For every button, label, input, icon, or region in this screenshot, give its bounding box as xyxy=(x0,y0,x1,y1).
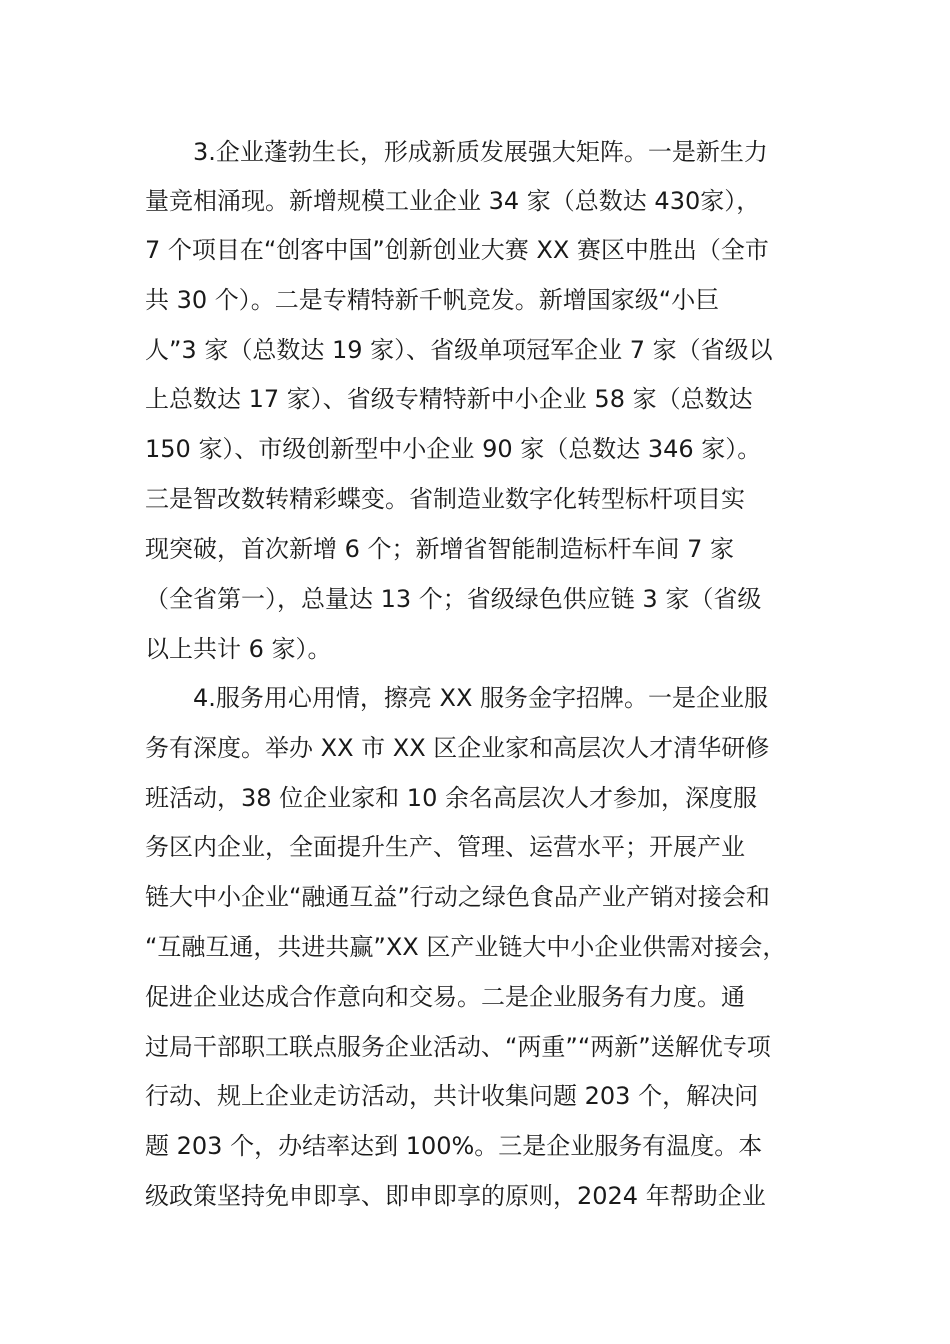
text-line: 过局干部职工联点服务企业活动、“两重”“两新”送解优专项 xyxy=(145,1033,771,1061)
text-line: 链大中小企业“融通互益”行动之绿色食品产业产销对接会和 xyxy=(145,883,770,911)
text-line: 4.服务用心用情，擦亮 XX 服务金字招牌。一是企业服 xyxy=(193,684,769,712)
text-line: 共 30 个）。二是专精特新千帆竞发。新增国家级“小巨 xyxy=(145,286,720,314)
text-line: 3.企业蓬勃生长，形成新质发展强大矩阵。一是新生力 xyxy=(193,138,768,166)
text-line: 150 家）、市级创新型中小企业 90 家（总数达 346 家）。 xyxy=(145,435,762,463)
text-line: 级政策坚持免申即享、即申即享的原则，2024 年帮助企业 xyxy=(145,1182,766,1210)
text-line: 现突破，首次新增 6 个；新增省智能制造标杆车间 7 家 xyxy=(145,535,735,563)
text-line: 7 个项目在“创客中国”创新创业大赛 XX 赛区中胜出（全市 xyxy=(145,236,769,264)
text-line: “互融互通，共进共赢”XX 区产业链大中小企业供需对接会， xyxy=(145,933,787,961)
text-line: 务区内企业，全面提升生产、管理、运营水平；开展产业 xyxy=(145,833,745,861)
text-line: （全省第一），总量达 13 个；省级绿色供应链 3 家（省级 xyxy=(145,585,762,613)
text-line: 上总数达 17 家）、省级专精特新中小企业 58 家（总数达 xyxy=(145,385,753,413)
text-line: 务有深度。举办 XX 市 XX 区企业家和高层次人才清华研修 xyxy=(145,734,770,762)
text-line: 题 203 个，办结率达到 100%。三是企业服务有温度。本 xyxy=(145,1132,763,1160)
text-line: 促进企业达成合作意向和交易。二是企业服务有力度。通 xyxy=(145,983,745,1011)
text-line: 以上共计 6 家）。 xyxy=(145,635,332,663)
text-line: 三是智改数转精彩蝶变。省制造业数字化转型标杆项目实 xyxy=(145,485,745,513)
text-line: 量竞相涌现。新增规模工业企业 34 家（总数达 430家）， xyxy=(145,187,761,215)
text-line: 行动、规上企业走访活动，共计收集问题 203 个，解决问 xyxy=(145,1082,759,1110)
text-line: 班活动，38 位企业家和 10 余名高层次人才参加，深度服 xyxy=(145,784,757,812)
text-line: 人”3 家（总数达 19 家）、省级单项冠军企业 7 家（省级以 xyxy=(145,336,773,364)
